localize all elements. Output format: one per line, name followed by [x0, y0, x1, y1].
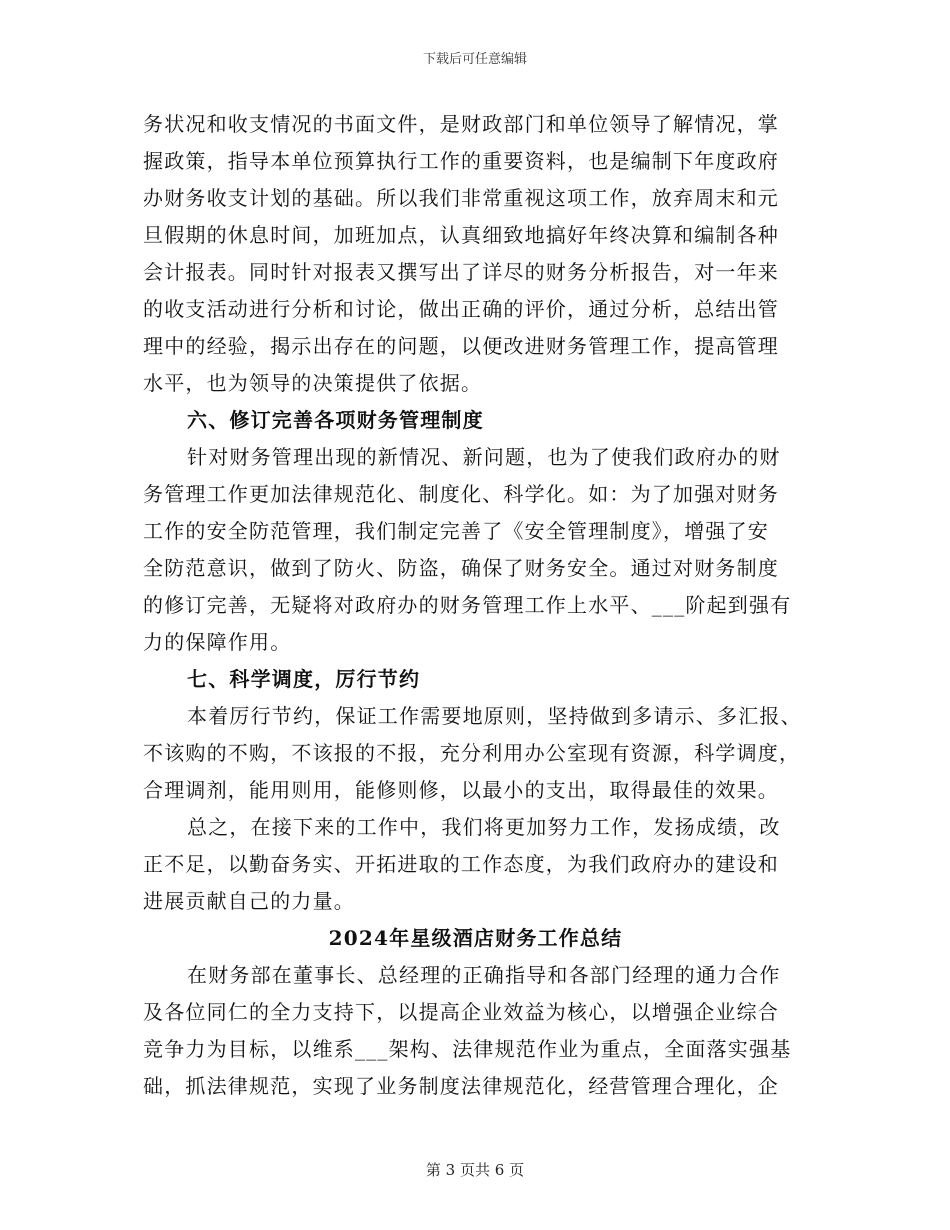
- text-line: 本着厉行节约，保证工作需要地原则，坚持做到多请示、多汇报、: [187, 704, 802, 728]
- text-line: 础，抓法律规范，实现了业务制度法律规范化，经营管理合理化，企: [143, 1074, 779, 1098]
- text-line: 在财务部在董事长、总经理的正确指导和各部门经理的通力合作: [187, 963, 781, 987]
- text-line: 理中的经验，揭示出存在的问题，以便改进财务管理工作，提高管理: [143, 334, 779, 358]
- text-line: 务状况和收支情况的书面文件，是财政部门和单位领导了解情况，掌: [143, 112, 779, 136]
- text-line: 及各位同仁的全力支持下，以提高企业效益为核心，以增强企业综合: [143, 1000, 779, 1024]
- text-line: 会计报表。同时针对报表又撰写出了详尽的财务分析报告，对一年来: [143, 260, 779, 284]
- section-heading: 七、科学调度，厉行节约: [187, 667, 421, 691]
- text-line: 正不足，以勤奋务实、开拓进取的工作态度，为我们政府办的建设和: [143, 852, 779, 876]
- text-line: 竞争力为目标，以维系___架构、法律规范作业为重点，全面落实强基: [143, 1037, 792, 1061]
- text-line: 总之，在接下来的工作中，我们将更加努力工作，发扬成绩，改: [187, 815, 781, 839]
- text-line: 办财务收支计划的基础。所以我们非常重视这项工作，放弃周末和元: [143, 186, 779, 210]
- text-line: 工作的安全防范管理，我们制定完善了《安全管理制度》，增强了安: [143, 519, 769, 543]
- text-line: 的修订完善，无疑将对政府办的财务管理工作上水平、___阶起到强有: [143, 593, 792, 617]
- page-footer: 第 3 页共 6 页: [425, 1161, 525, 1179]
- text-line: 握政策，指导本单位预算执行工作的重要资料，也是编制下年度政府: [143, 149, 779, 173]
- document-body: [143, 106, 808, 1105]
- text-line: 进展贡献自己的力量。: [143, 889, 355, 913]
- text-line: 务管理工作更加法律规范化、制度化、科学化。如：为了加强对财务: [143, 482, 779, 506]
- text-line: 不该购的不购，不该报的不报，充分利用办公室现有资源，科学调度，: [143, 741, 801, 765]
- text-line: 针对财务管理出现的新情况、新问题，也为了使我们政府办的财: [187, 445, 781, 469]
- document-title: 2024年星级酒店财务工作总结: [328, 926, 623, 950]
- text-line: 力的保障作用。: [143, 630, 292, 654]
- text-line: 全防范意识，做到了防火、防盗，确保了财务安全。通过对财务制度: [143, 556, 779, 580]
- text-line: 水平，也为领导的决策提供了依据。: [143, 371, 483, 395]
- text-line: 合理调剂，能用则用，能修则修，以最小的支出，取得最佳的效果。: [143, 778, 779, 802]
- page-header: 下载后可任意编辑: [422, 52, 527, 67]
- text-line: 的收支活动进行分析和讨论，做出正确的评价，通过分析，总结出管: [143, 297, 779, 321]
- section-heading: 六、修订完善各项财务管理制度: [187, 408, 484, 432]
- text-line: 旦假期的休息时间，加班加点，认真细致地搞好年终决算和编制各种: [143, 223, 779, 247]
